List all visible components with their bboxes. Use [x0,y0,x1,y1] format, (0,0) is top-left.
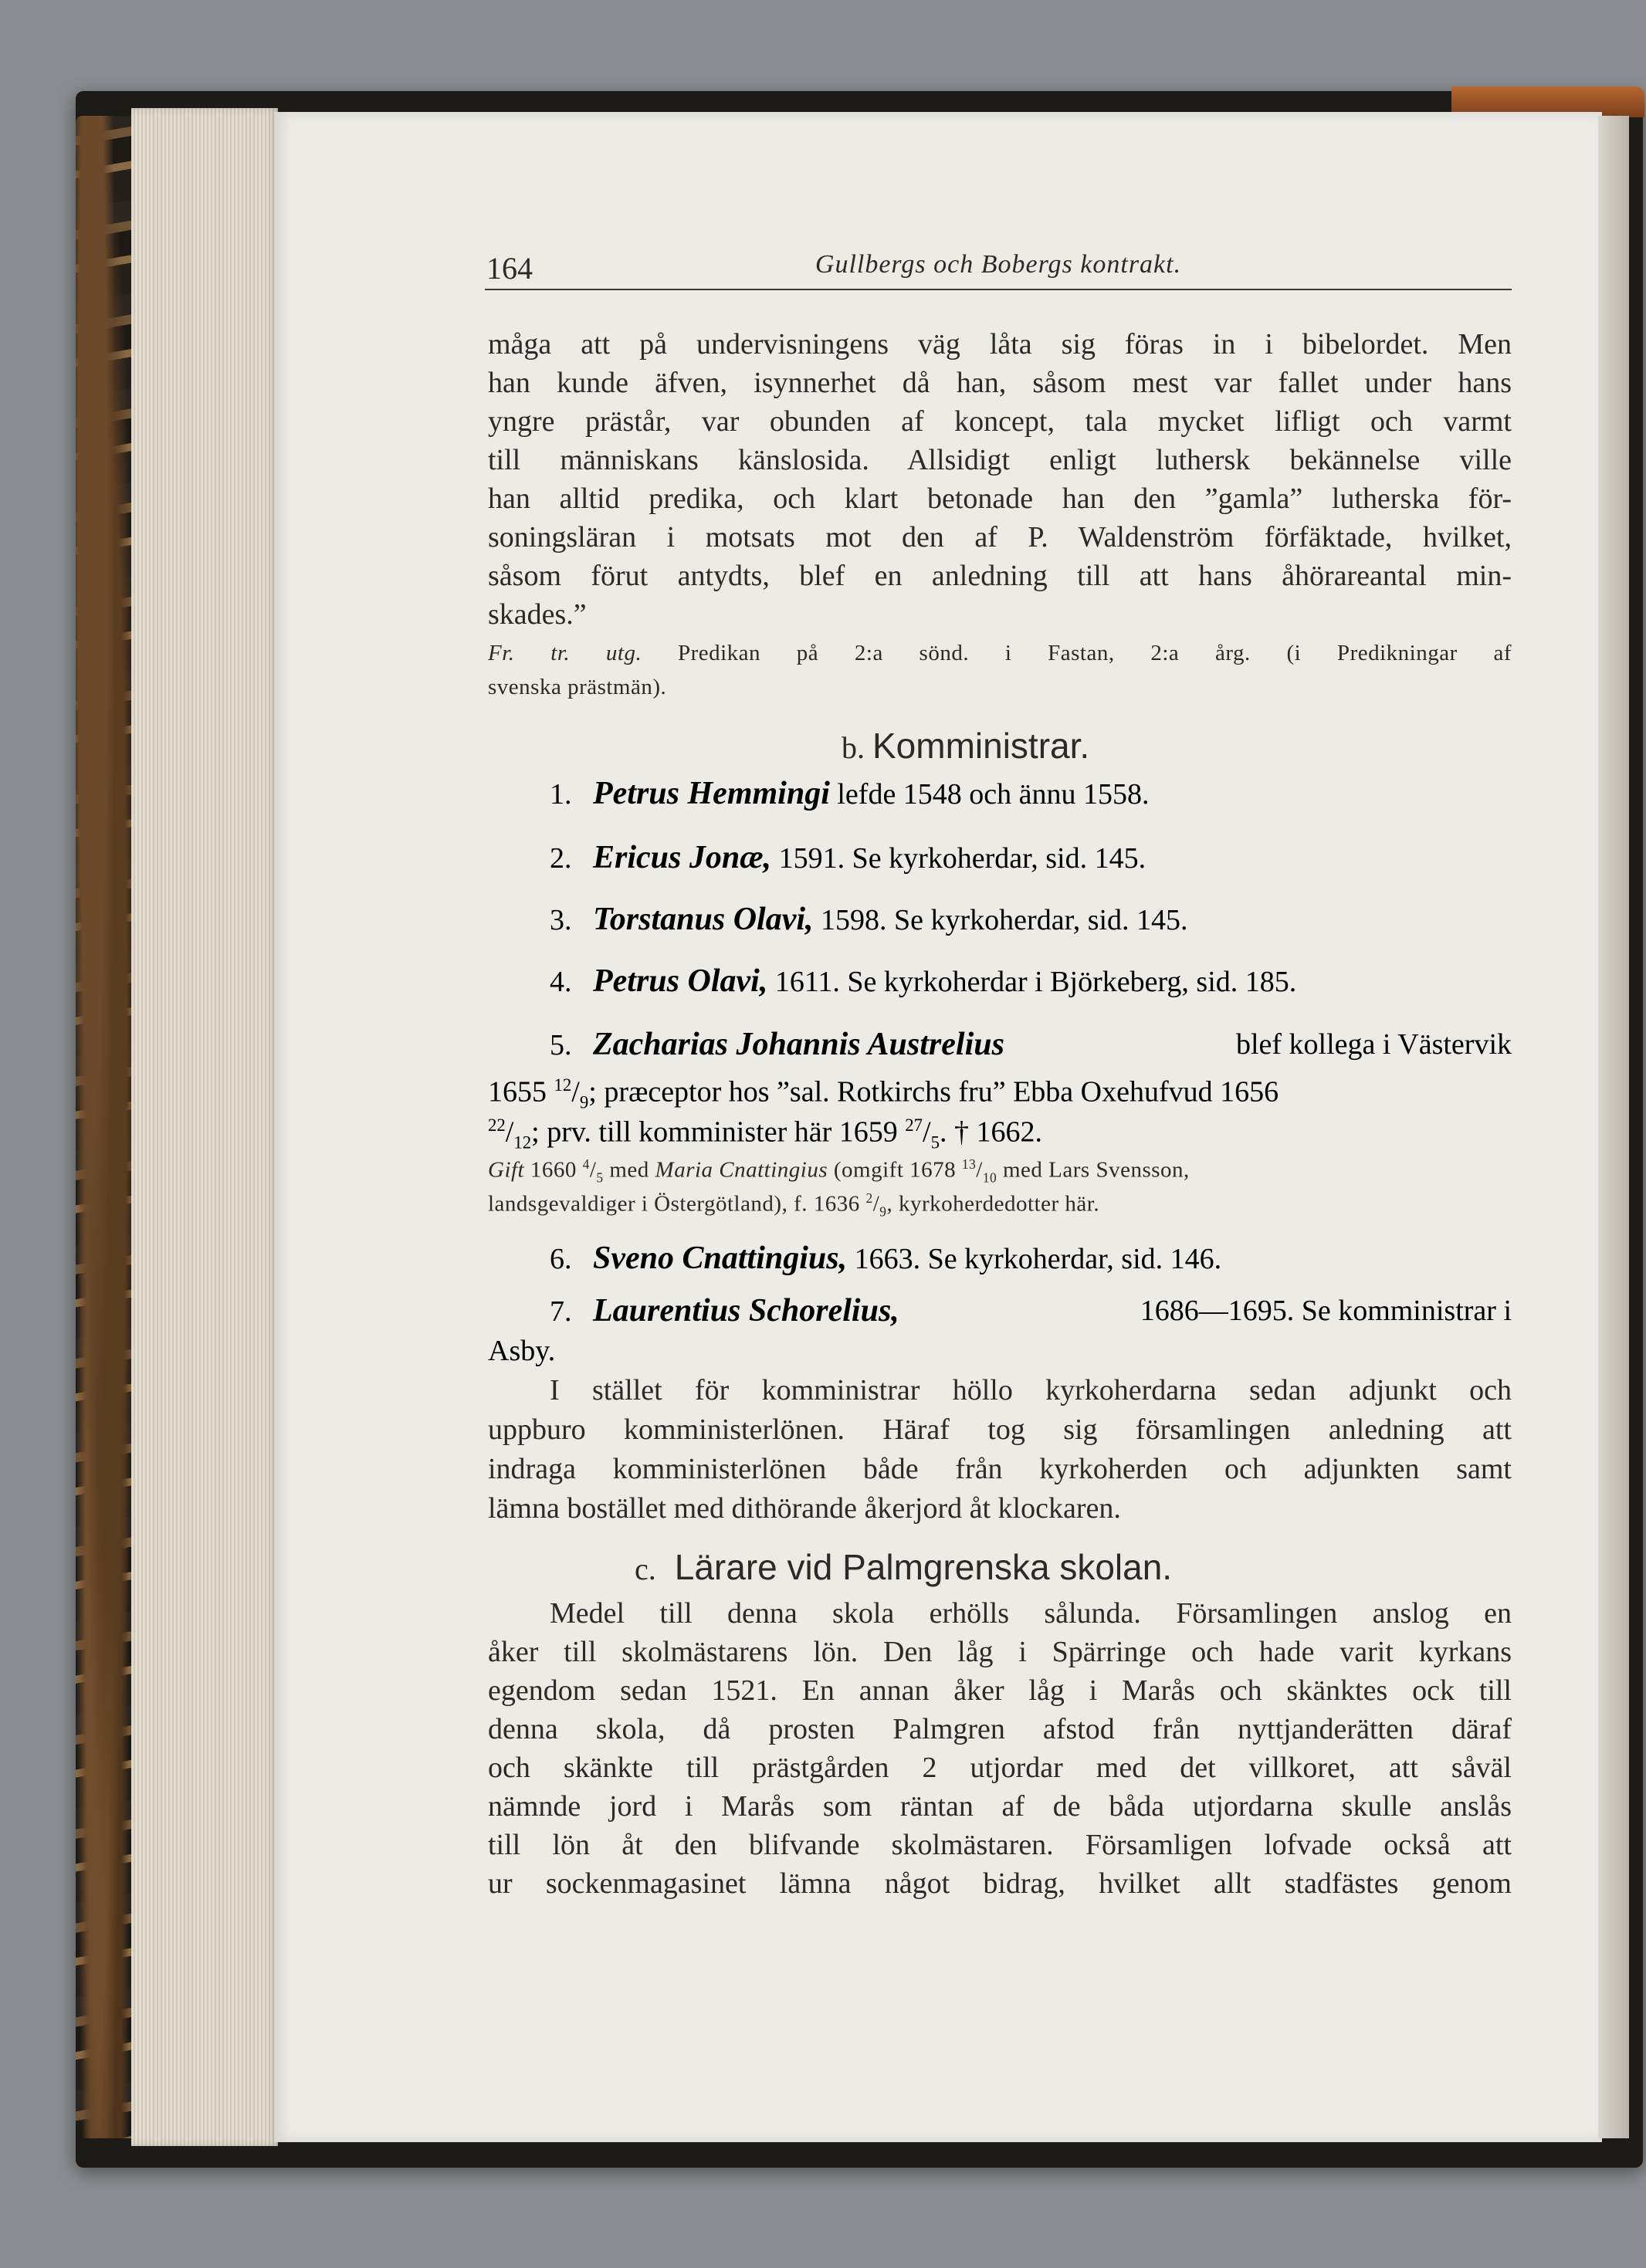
paragraph-line: soningsläran i motsats mot den af P. Waldenström förfäktade, hvilket, [488,521,1512,553]
fraction-numerator: 22 [488,1115,506,1135]
entry-text: 1611. Se kyrkoherdar i Björkeberg, sid. 185. [767,966,1297,998]
source-note-line [488,636,1512,670]
entry-number: 4. [550,966,572,998]
source-text: Predikan på 2:a sönd. i Fastan, 2:a årg. (i Predikningar af [677,641,1512,665]
entry-text: 1663. Se kyrkoherdar, sid. 146. [847,1243,1222,1275]
running-header [485,245,1512,290]
entry-name: Zacharias Johannis Austrelius [593,1027,1004,1062]
fraction-denominator: 9 [879,1203,887,1220]
entry-text: blef kollega i Västervik [1235,1028,1512,1061]
paragraph-line: och skänkte till prästgården 2 utjordar med det villkoret, att såväl [488,1752,1512,1784]
paragraph-line: lämna bostället med dithörande åkerjord åt klockaren. [488,1492,1121,1525]
fraction-numerator: 13 [961,1156,977,1172]
note-text: landsgevaldiger i Östergötland), f. 1636 [488,1191,866,1217]
page-stack [131,108,278,2146]
entry-text: ; prv. till komminister här 1659 [531,1115,906,1149]
source-note-line: svenska prästmän). [488,675,667,699]
section-heading-c [635,1547,1172,1589]
paragraph-line: indraga komministerlönen både från kyrkoherden och adjunkten samt [488,1453,1512,1485]
entry-continuation: 1655 $^{12}/_9$; præceptor hos ”sal. Rotkirchs fru” Ebba Oxehufvud 1656 [488,1075,1279,1112]
section-title: Komministrar. [872,726,1090,766]
paragraph-line: denna skola, då prosten Palmgren afstod från nyttjanderätten däraf [488,1713,1512,1745]
note-text: med Lars Svensson, [997,1157,1190,1183]
note-text: med [603,1157,655,1183]
header-title: Gullbergs och Bobergs kontrakt. [815,250,1182,279]
paragraph-line: yngre prästår, var obunden af koncept, tala mycket lifligt och varmt [488,405,1512,438]
paragraph-line: till människans känslosida. Allsidigt enligt luthersk bekännelse ville [488,444,1512,476]
section-title: Lärare vid Palmgrenska skolan. [674,1547,1173,1587]
fraction-denominator: 5 [596,1170,604,1186]
list-item [550,1289,1512,1332]
paragraph-line: åker till skolmästarens lön. Den låg i Spärringe och hade varit kyrkans [488,1636,1512,1668]
entry-text: 1686—1695. Se komministrar i [1140,1295,1512,1327]
paragraph-line: I stället för komministrar höllo kyrkoherdarna sedan adjunkt och [550,1374,1512,1406]
note-text: (omgift 1678 [828,1157,962,1183]
entry-name: Sveno Cnattingius, [593,1241,848,1276]
entry-number: 7. [550,1295,572,1328]
fraction-denominator: 5 [930,1132,940,1153]
fraction-numerator: 27 [905,1115,923,1135]
paragraph-line: egendom sedan 1521. En annan åker låg i Marås och skänktes ock till [488,1674,1512,1707]
list-item [550,772,1573,815]
entry-name: Petrus Hemmingi [593,776,830,811]
entry-number: 5. [550,1029,572,1061]
entry-name: Petrus Olavi, [593,963,768,999]
entry-number: 6. [550,1243,572,1275]
person-name: Maria Cnattingius [655,1157,828,1183]
paragraph-line: skades.” [488,598,587,631]
paragraph-line: såsom förut antydts, blef en anledning till att hans åhörareantal min- [488,560,1512,592]
list-item [550,1237,1573,1280]
entry-number: 2. [550,842,572,875]
list-item [550,960,1573,1003]
list-item [550,836,1573,879]
entry-continuation: $^{22}/_{12}$; prv. till komminister här 1659 $^{27}/_5$. † 1662. [488,1115,1043,1153]
marriage-note: Gift 1660 $^4/_5$ med Maria Cnattingius (omgift 1678 $^{13}/_{10}$ med Lars Svensson, [488,1156,1190,1186]
entry-text: . † 1662. [940,1115,1043,1149]
fraction-denominator: 9 [579,1092,589,1112]
list-item [550,1023,1512,1066]
section-heading-b [842,726,1089,768]
note-text: , kyrkoherdedotter här. [886,1191,1100,1217]
source-label: Fr. tr. utg. [488,641,642,665]
section-letter: b. [842,730,865,765]
note-text: 1660 [524,1157,583,1183]
entry-text: lefde 1548 och ännu 1558. [829,778,1150,811]
entry-name: Laurentius Schorelius, [593,1293,899,1329]
paragraph-line: ur sockenmagasinet lämna något bidrag, hvilket allt stadfästes genom [488,1867,1512,1900]
fraction-numerator: 4 [582,1156,590,1172]
entry-text: 1598. Se kyrkoherdar, sid. 145. [813,904,1188,936]
entry-text: 1591. Se kyrkoherdar, sid. 145. [771,842,1146,875]
fraction-denominator: 10 [982,1170,997,1186]
entry-continuation: Asby. [488,1335,556,1367]
entry-number: 1. [550,778,572,811]
note-label: Gift [488,1157,525,1183]
marriage-note-line2: landsgevaldiger i Östergötland), f. 1636 $^2/_9$, kyrkoherdedotter här. [488,1190,1100,1220]
marbled-spine [76,116,131,2138]
entry-text: ; præceptor hos ”sal. Rotkirchs fru” Ebba Oxehufvud 1656 [588,1075,1279,1109]
paragraph-line: uppburo komministerlönen. Häraf tog sig församlingen anledning att [488,1413,1512,1446]
page-right-edge [1598,116,1629,2138]
fraction-numerator: 12 [554,1075,572,1095]
paragraph-line: han kunde äfven, isynnerhet då han, såsom mest var fallet under hans [488,367,1512,399]
entry-text: 1655 [488,1075,554,1109]
page-number: 164 [486,251,533,286]
paragraph-line: nämnde jord i Marås som räntan af de båda utjordarna skulle anslås [488,1790,1512,1823]
fraction-denominator: 12 [513,1132,532,1153]
paragraph-line: Medel till denna skola erhölls sålunda. Församlingen anslog en [550,1597,1512,1630]
fraction-numerator: 2 [865,1190,873,1206]
section-letter: c. [635,1552,656,1586]
entry-name: Torstanus Olavi, [593,902,814,937]
entry-name: Ericus Jonæ, [593,840,772,875]
paragraph-line: till lön åt den blifvande skolmästaren. Församligen lofvade också att [488,1829,1512,1861]
paragraph-line: han alltid predika, och klart betonade han den ”gamla” lutherska för- [488,482,1512,515]
list-item [550,898,1573,941]
paragraph-line: måga att på undervisningens väg låta sig föras in i bibelordet. Men [488,328,1512,361]
entry-number: 3. [550,904,572,936]
